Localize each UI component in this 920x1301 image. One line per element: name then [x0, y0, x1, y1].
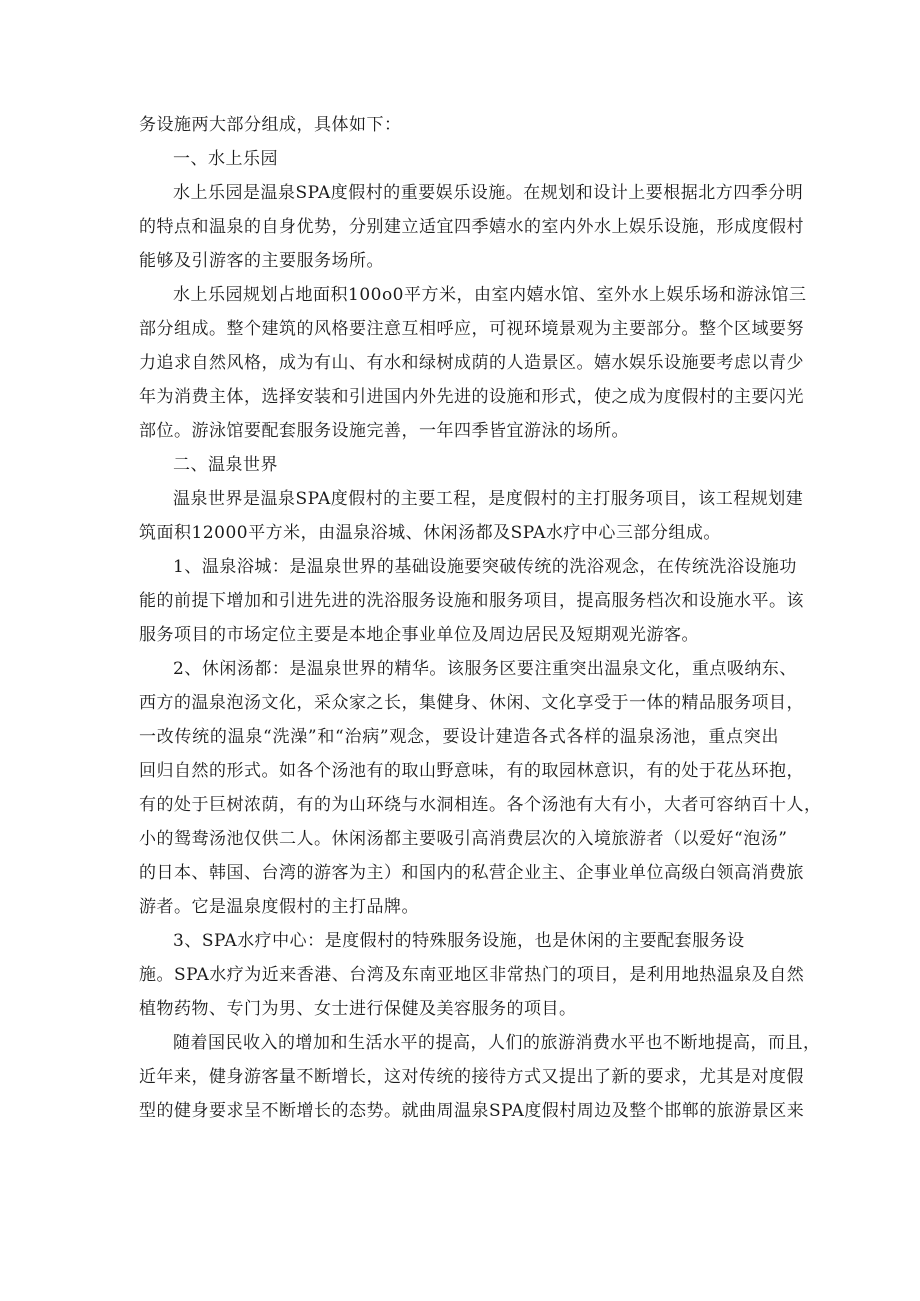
text-line: 能够及引游客的主要服务场所。	[139, 251, 384, 271]
text-line: 水上乐园是温泉SPA度假村的重要娱乐设施。在规划和设计上要根据北方四季分明	[173, 183, 804, 203]
text-line: 植物药物、专门为男、女士进行保健及美容服务的项目。	[139, 999, 577, 1019]
text-line: 二、温泉世界	[173, 455, 278, 475]
text-line: 筑面积12000平方米，由温泉浴城、休闲汤都及SPA水疗中心三部分组成。	[139, 523, 721, 543]
text-line: 小的鸳鸯汤池仅供二人。休闲汤都主要吸引高消费层次的入境旅游者（以爱好“泡汤”	[139, 829, 788, 849]
text-line: 3、SPA水疗中心：是度假村的特殊服务设施，也是休闲的主要配套服务设	[173, 931, 745, 951]
text-line: 能的前提下增加和引进先进的洗浴服务设施和服务项目，提高服务档次和设施水平。该	[139, 591, 804, 611]
text-line: 的日本、韩国、台湾的游客为主）和国内的私营企业主、企事业单位高级白领高消费旅	[139, 863, 804, 883]
text-line: 部分组成。整个建筑的风格要注意互相呼应，可视环境景观为主要部分。整个区域要努	[139, 319, 804, 339]
text-line: 务设施两大部分组成，具体如下：	[139, 115, 402, 135]
text-line: 一改传统的温泉“洗澡”和“治病”观念，要设计建造各式各样的温泉汤池，重点突出	[139, 727, 779, 747]
text-line: 力追求自然风格，成为有山、有水和绿树成荫的人造景区。嬉水娱乐设施要考虑以青少	[139, 353, 804, 373]
text-line: 2、休闲汤都：是温泉世界的精华。该服务区要注重突出温泉文化，重点吸纳东、	[173, 659, 797, 679]
text-line: 的特点和温泉的自身优势，分别建立适宜四季嬉水的室内外水上娱乐设施，形成度假村	[139, 217, 804, 237]
text-line: 1、温泉浴城：是温泉世界的基础设施要突破传统的洗浴观念，在传统洗浴设施功	[173, 557, 797, 577]
text-line: 西方的温泉泡汤文化，采众家之长，集健身、休闲、文化享受于一体的精品服务项目，	[139, 693, 804, 713]
text-line: 型的健身要求呈不断增长的态势。就曲周温泉SPA度假村周边及整个邯郸的旅游景区来	[139, 1101, 805, 1121]
text-line: 游者。它是温泉度假村的主打品牌。	[139, 897, 419, 917]
text-line: 一、水上乐园	[173, 149, 278, 169]
text-line: 水上乐园规划占地面积100o0平方米，由室内嬉水馆、室外水上娱乐场和游泳馆三	[173, 285, 807, 305]
text-line: 温泉世界是温泉SPA度假村的主要工程，是度假村的主打服务项目，该工程规划建	[173, 489, 804, 509]
text-line: 年为消费主体，选择安装和引进国内外先进的设施和形式，使之成为度假村的主要闪光	[139, 387, 804, 407]
text-line: 有的处于巨树浓荫，有的为山环绕与水洞相连。各个汤池有大有小，大者可容纳百十人，	[139, 795, 822, 815]
text-line: 回归自然的形式。如各个汤池有的取山野意味，有的取园林意识，有的处于花丛环抱，	[139, 761, 804, 781]
text-line: 随着国民收入的增加和生活水平的提高，人们的旅游消费水平也不断地提高，而且，	[173, 1033, 821, 1053]
text-line: 部位。游泳馆要配套服务设施完善，一年四季皆宜游泳的场所。	[139, 421, 629, 441]
text-line: 近年来，健身游客量不断增长，这对传统的接待方式又提出了新的要求，尤其是对度假	[139, 1067, 804, 1087]
text-line: 施。SPA水疗为近来香港、台湾及东南亚地区非常热门的项目，是利用地热温泉及自然	[139, 965, 805, 985]
text-line: 服务项目的市场定位主要是本地企事业单位及周边居民及短期观光游客。	[139, 625, 699, 645]
document-page	[139, 108, 822, 1128]
